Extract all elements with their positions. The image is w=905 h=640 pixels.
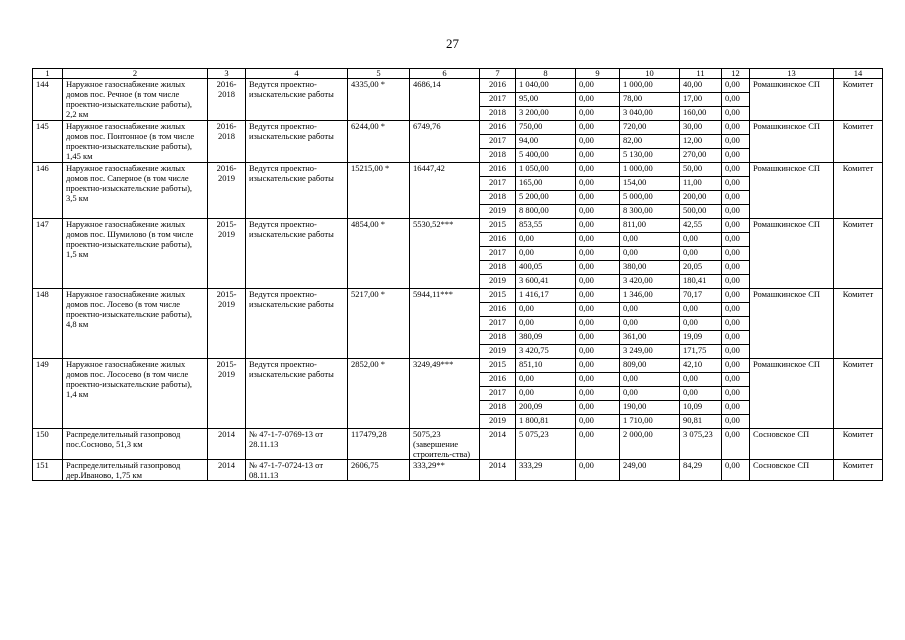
financing-total: 380,09 bbox=[516, 331, 576, 345]
financing-total: 5 075,23 bbox=[516, 429, 576, 460]
financing-col-11: 500,00 bbox=[680, 205, 722, 219]
financing-col-12: 0,00 bbox=[722, 149, 750, 163]
financing-col-11: 180,41 bbox=[680, 275, 722, 289]
financing-total: 1 040,00 bbox=[516, 79, 576, 93]
settlement-name: Ромашкинское СП bbox=[750, 163, 834, 219]
header-row bbox=[33, 69, 883, 79]
financing-col-9: 0,00 bbox=[576, 191, 620, 205]
current-cost: 3249,49*** bbox=[410, 359, 480, 429]
financing-total: 400,05 bbox=[516, 261, 576, 275]
financing-col-11: 0,00 bbox=[680, 233, 722, 247]
financing-col-10: 1 000,00 bbox=[620, 163, 680, 177]
row-number: 146 bbox=[33, 163, 63, 219]
financing-total: 0,00 bbox=[516, 387, 576, 401]
financing-col-11: 200,00 bbox=[680, 191, 722, 205]
financing-total: 0,00 bbox=[516, 303, 576, 317]
financing-total: 851,10 bbox=[516, 359, 576, 373]
column-header: 7 bbox=[480, 69, 516, 79]
financing-total: 8 800,00 bbox=[516, 205, 576, 219]
estimated-cost: 2852,00 * bbox=[348, 359, 410, 429]
table-row bbox=[33, 219, 883, 233]
project-status: № 47-1-7-0769-13 от 28.11.13 bbox=[246, 429, 348, 460]
object-name: Наружное газоснабжение жилых домов пос. Саперное (в том числе проектно-изыскательские работы), 3,5 км bbox=[63, 163, 208, 219]
financing-col-12: 0,00 bbox=[722, 191, 750, 205]
financing-col-11: 3 075,23 bbox=[680, 429, 722, 460]
object-name: Наружное газоснабжение жилых домов пос. Понтонное (в том числе проектно-изыскательские работы), 1,45 км bbox=[63, 121, 208, 163]
financing-year: 2018 bbox=[480, 331, 516, 345]
financing-total: 0,00 bbox=[516, 373, 576, 387]
financing-year: 2019 bbox=[480, 415, 516, 429]
row-number: 145 bbox=[33, 121, 63, 163]
construction-period: 2016-2018 bbox=[208, 121, 246, 163]
financing-col-10: 380,00 bbox=[620, 261, 680, 275]
financing-col-11: 17,00 bbox=[680, 93, 722, 107]
column-header: 5 bbox=[348, 69, 410, 79]
financing-col-12: 0,00 bbox=[722, 177, 750, 191]
financing-col-9: 0,00 bbox=[576, 233, 620, 247]
current-cost: 333,29** bbox=[410, 460, 480, 481]
financing-total: 750,00 bbox=[516, 121, 576, 135]
financing-col-9: 0,00 bbox=[576, 163, 620, 177]
financing-col-11: 42,55 bbox=[680, 219, 722, 233]
financing-col-11: 19,09 bbox=[680, 331, 722, 345]
financing-col-9: 0,00 bbox=[576, 401, 620, 415]
financing-col-10: 1 000,00 bbox=[620, 79, 680, 93]
row-number: 144 bbox=[33, 79, 63, 121]
estimated-cost: 117479,28 bbox=[348, 429, 410, 460]
construction-period: 2015-2019 bbox=[208, 359, 246, 429]
construction-period: 2015-2019 bbox=[208, 289, 246, 359]
financing-year: 2017 bbox=[480, 93, 516, 107]
financing-year: 2016 bbox=[480, 163, 516, 177]
construction-period: 2014 bbox=[208, 460, 246, 481]
financing-col-9: 0,00 bbox=[576, 415, 620, 429]
financing-col-12: 0,00 bbox=[722, 460, 750, 481]
financing-col-12: 0,00 bbox=[722, 289, 750, 303]
settlement-name: Сосновское СП bbox=[750, 429, 834, 460]
financing-col-11: 70,17 bbox=[680, 289, 722, 303]
row-number: 149 bbox=[33, 359, 63, 429]
financing-col-12: 0,00 bbox=[722, 219, 750, 233]
financing-year: 2016 bbox=[480, 233, 516, 247]
project-status: Ведутся проектно-изыскательские работы bbox=[246, 359, 348, 429]
financing-col-11: 270,00 bbox=[680, 149, 722, 163]
financing-year: 2015 bbox=[480, 289, 516, 303]
estimated-cost: 4335,00 * bbox=[348, 79, 410, 121]
financing-total: 165,00 bbox=[516, 177, 576, 191]
financing-col-9: 0,00 bbox=[576, 460, 620, 481]
financing-col-12: 0,00 bbox=[722, 79, 750, 93]
financing-col-10: 78,00 bbox=[620, 93, 680, 107]
financing-year: 2018 bbox=[480, 107, 516, 121]
financing-col-12: 0,00 bbox=[722, 345, 750, 359]
financing-year: 2017 bbox=[480, 247, 516, 261]
financing-col-10: 3 420,00 bbox=[620, 275, 680, 289]
page-number: 27 bbox=[446, 36, 459, 51]
financing-col-10: 0,00 bbox=[620, 247, 680, 261]
financing-total: 95,00 bbox=[516, 93, 576, 107]
financing-col-12: 0,00 bbox=[722, 261, 750, 275]
financing-col-10: 811,00 bbox=[620, 219, 680, 233]
financing-total: 3 200,00 bbox=[516, 107, 576, 121]
financing-col-11: 30,00 bbox=[680, 121, 722, 135]
financing-col-12: 0,00 bbox=[722, 303, 750, 317]
executor-name: Комитет bbox=[834, 429, 883, 460]
settlement-name: Ромашкинское СП bbox=[750, 121, 834, 163]
object-name: Наружное газоснабжение жилых домов пос. Шумилово (в том числе проектно-изыскательские работы), 1,5 км bbox=[63, 219, 208, 289]
financing-year: 2014 bbox=[480, 460, 516, 481]
financing-col-10: 5 000,00 bbox=[620, 191, 680, 205]
current-cost: 5530,52*** bbox=[410, 219, 480, 289]
financing-year: 2018 bbox=[480, 401, 516, 415]
construction-period: 2015-2019 bbox=[208, 219, 246, 289]
financing-col-10: 0,00 bbox=[620, 373, 680, 387]
executor-name: Комитет bbox=[834, 121, 883, 163]
financing-total: 1 800,81 bbox=[516, 415, 576, 429]
financing-col-9: 0,00 bbox=[576, 247, 620, 261]
estimated-cost: 2606,75 bbox=[348, 460, 410, 481]
financing-year: 2015 bbox=[480, 359, 516, 373]
estimated-cost: 4854,00 * bbox=[348, 219, 410, 289]
financing-col-10: 0,00 bbox=[620, 387, 680, 401]
financing-total: 853,55 bbox=[516, 219, 576, 233]
table-row bbox=[33, 121, 883, 135]
financing-total: 3 420,75 bbox=[516, 345, 576, 359]
financing-col-12: 0,00 bbox=[722, 135, 750, 149]
column-header: 8 bbox=[516, 69, 576, 79]
current-cost: 5944,11*** bbox=[410, 289, 480, 359]
table-row bbox=[33, 359, 883, 373]
table-row bbox=[33, 289, 883, 303]
financing-col-12: 0,00 bbox=[722, 387, 750, 401]
project-status: Ведутся проектно-изыскательские работы bbox=[246, 121, 348, 163]
current-cost: 4686,14 bbox=[410, 79, 480, 121]
object-name: Распределительный газопровод дер.Иваново, 1,75 км bbox=[63, 460, 208, 481]
financing-year: 2017 bbox=[480, 387, 516, 401]
financing-col-12: 0,00 bbox=[722, 429, 750, 460]
column-header: 12 bbox=[722, 69, 750, 79]
financing-col-12: 0,00 bbox=[722, 317, 750, 331]
project-status: Ведутся проектно-изыскательские работы bbox=[246, 163, 348, 219]
estimated-cost: 15215,00 * bbox=[348, 163, 410, 219]
financing-col-11: 0,00 bbox=[680, 317, 722, 331]
financing-year: 2016 bbox=[480, 79, 516, 93]
settlement-name: Ромашкинское СП bbox=[750, 289, 834, 359]
financing-year: 2018 bbox=[480, 149, 516, 163]
column-header: 3 bbox=[208, 69, 246, 79]
financing-col-11: 0,00 bbox=[680, 387, 722, 401]
current-cost: 5075,23 (завершение строитель-ства) bbox=[410, 429, 480, 460]
financing-col-10: 809,00 bbox=[620, 359, 680, 373]
object-name: Наружное газоснабжение жилых домов пос. Речное (в том числе проектно-изыскательские работы), 2,2 км bbox=[63, 79, 208, 121]
financing-total: 0,00 bbox=[516, 233, 576, 247]
table-row bbox=[33, 79, 883, 93]
financing-col-9: 0,00 bbox=[576, 275, 620, 289]
financing-year: 2019 bbox=[480, 275, 516, 289]
financing-col-10: 3 249,00 bbox=[620, 345, 680, 359]
financing-col-9: 0,00 bbox=[576, 135, 620, 149]
financing-col-9: 0,00 bbox=[576, 121, 620, 135]
financing-year: 2014 bbox=[480, 429, 516, 460]
financing-col-10: 82,00 bbox=[620, 135, 680, 149]
financing-col-12: 0,00 bbox=[722, 205, 750, 219]
project-status: № 47-1-7-0724-13 от 08.11.13 bbox=[246, 460, 348, 481]
financing-col-9: 0,00 bbox=[576, 373, 620, 387]
financing-col-12: 0,00 bbox=[722, 359, 750, 373]
financing-col-10: 249,00 bbox=[620, 460, 680, 481]
financing-col-10: 720,00 bbox=[620, 121, 680, 135]
financing-col-9: 0,00 bbox=[576, 387, 620, 401]
financing-col-12: 0,00 bbox=[722, 121, 750, 135]
construction-period: 2016-2019 bbox=[208, 163, 246, 219]
financing-col-10: 1 346,00 bbox=[620, 289, 680, 303]
financing-year: 2019 bbox=[480, 205, 516, 219]
financing-col-9: 0,00 bbox=[576, 331, 620, 345]
financing-col-11: 20,05 bbox=[680, 261, 722, 275]
row-number: 147 bbox=[33, 219, 63, 289]
object-name: Наружное газоснабжение жилых домов пос. Лосево (в том числе проектно-изыскательские работы), 4,8 км bbox=[63, 289, 208, 359]
financing-col-9: 0,00 bbox=[576, 303, 620, 317]
settlement-name: Ромашкинское СП bbox=[750, 79, 834, 121]
financing-year: 2016 bbox=[480, 303, 516, 317]
financing-col-10: 190,00 bbox=[620, 401, 680, 415]
financing-col-9: 0,00 bbox=[576, 429, 620, 460]
row-number: 148 bbox=[33, 289, 63, 359]
financing-col-10: 2 000,00 bbox=[620, 429, 680, 460]
financing-total: 0,00 bbox=[516, 247, 576, 261]
column-header: 6 bbox=[410, 69, 480, 79]
financing-year: 2018 bbox=[480, 191, 516, 205]
financing-col-11: 42,10 bbox=[680, 359, 722, 373]
financing-col-11: 90,81 bbox=[680, 415, 722, 429]
row-number: 150 bbox=[33, 429, 63, 460]
column-header: 11 bbox=[680, 69, 722, 79]
construction-period: 2016-2018 bbox=[208, 79, 246, 121]
estimated-cost: 5217,00 * bbox=[348, 289, 410, 359]
financing-col-9: 0,00 bbox=[576, 359, 620, 373]
financing-total: 5 400,00 bbox=[516, 149, 576, 163]
column-header: 13 bbox=[750, 69, 834, 79]
financing-year: 2016 bbox=[480, 121, 516, 135]
financing-col-12: 0,00 bbox=[722, 247, 750, 261]
financing-col-10: 0,00 bbox=[620, 317, 680, 331]
financing-col-11: 50,00 bbox=[680, 163, 722, 177]
financing-col-9: 0,00 bbox=[576, 107, 620, 121]
financing-col-12: 0,00 bbox=[722, 107, 750, 121]
financing-col-9: 0,00 bbox=[576, 149, 620, 163]
financing-col-9: 0,00 bbox=[576, 79, 620, 93]
current-cost: 6749,76 bbox=[410, 121, 480, 163]
column-header: 4 bbox=[246, 69, 348, 79]
settlement-name: Ромашкинское СП bbox=[750, 219, 834, 289]
project-status: Ведутся проектно-изыскательские работы bbox=[246, 79, 348, 121]
financing-col-11: 10,09 bbox=[680, 401, 722, 415]
financing-col-9: 0,00 bbox=[576, 219, 620, 233]
table-header bbox=[33, 69, 883, 79]
settlement-name: Ромашкинское СП bbox=[750, 359, 834, 429]
construction-period: 2014 bbox=[208, 429, 246, 460]
executor-name: Комитет bbox=[834, 79, 883, 121]
financing-col-12: 0,00 bbox=[722, 373, 750, 387]
financing-total: 0,00 bbox=[516, 317, 576, 331]
financing-col-10: 154,00 bbox=[620, 177, 680, 191]
financing-col-10: 361,00 bbox=[620, 331, 680, 345]
financing-col-9: 0,00 bbox=[576, 289, 620, 303]
financing-col-9: 0,00 bbox=[576, 177, 620, 191]
financing-col-10: 0,00 bbox=[620, 303, 680, 317]
financing-total: 1 416,17 bbox=[516, 289, 576, 303]
financing-total: 1 050,00 bbox=[516, 163, 576, 177]
financing-col-11: 160,00 bbox=[680, 107, 722, 121]
financing-col-12: 0,00 bbox=[722, 331, 750, 345]
financing-col-10: 8 300,00 bbox=[620, 205, 680, 219]
financing-col-12: 0,00 bbox=[722, 233, 750, 247]
financing-col-12: 0,00 bbox=[722, 415, 750, 429]
column-header: 9 bbox=[576, 69, 620, 79]
financing-col-11: 84,29 bbox=[680, 460, 722, 481]
financing-year: 2017 bbox=[480, 135, 516, 149]
table-row bbox=[33, 460, 883, 481]
financing-col-11: 12,00 bbox=[680, 135, 722, 149]
financing-col-12: 0,00 bbox=[722, 275, 750, 289]
financing-col-10: 5 130,00 bbox=[620, 149, 680, 163]
estimated-cost: 6244,00 * bbox=[348, 121, 410, 163]
executor-name: Комитет bbox=[834, 359, 883, 429]
financing-total: 94,00 bbox=[516, 135, 576, 149]
financing-col-11: 0,00 bbox=[680, 247, 722, 261]
executor-name: Комитет bbox=[834, 163, 883, 219]
financing-total: 200,09 bbox=[516, 401, 576, 415]
column-header: 10 bbox=[620, 69, 680, 79]
financing-year: 2015 bbox=[480, 219, 516, 233]
financing-col-11: 0,00 bbox=[680, 303, 722, 317]
financing-col-12: 0,00 bbox=[722, 401, 750, 415]
executor-name: Комитет bbox=[834, 219, 883, 289]
current-cost: 16447,42 bbox=[410, 163, 480, 219]
financing-col-9: 0,00 bbox=[576, 345, 620, 359]
investment-table bbox=[32, 68, 883, 481]
column-header: 2 bbox=[63, 69, 208, 79]
financing-col-11: 40,00 bbox=[680, 79, 722, 93]
financing-col-12: 0,00 bbox=[722, 163, 750, 177]
financing-col-10: 0,00 bbox=[620, 233, 680, 247]
executor-name: Комитет bbox=[834, 460, 883, 481]
table-row bbox=[33, 429, 883, 460]
executor-name: Комитет bbox=[834, 289, 883, 359]
financing-col-11: 11,00 bbox=[680, 177, 722, 191]
financing-year: 2019 bbox=[480, 345, 516, 359]
financing-total: 5 200,00 bbox=[516, 191, 576, 205]
financing-col-9: 0,00 bbox=[576, 93, 620, 107]
financing-col-12: 0,00 bbox=[722, 93, 750, 107]
project-status: Ведутся проектно-изыскательские работы bbox=[246, 219, 348, 289]
financing-total: 3 600,41 bbox=[516, 275, 576, 289]
financing-year: 2017 bbox=[480, 177, 516, 191]
financing-total: 333,29 bbox=[516, 460, 576, 481]
financing-col-10: 1 710,00 bbox=[620, 415, 680, 429]
settlement-name: Сосновское СП bbox=[750, 460, 834, 481]
row-number: 151 bbox=[33, 460, 63, 481]
financing-col-11: 171,75 bbox=[680, 345, 722, 359]
financing-year: 2017 bbox=[480, 317, 516, 331]
financing-year: 2018 bbox=[480, 261, 516, 275]
financing-year: 2016 bbox=[480, 373, 516, 387]
column-header: 14 bbox=[834, 69, 883, 79]
table-body bbox=[33, 79, 883, 481]
project-status: Ведутся проектно-изыскательские работы bbox=[246, 289, 348, 359]
object-name: Наружное газоснабжение жилых домов пос. Лососево (в том числе проектно-изыскательские работы), 1,4 км bbox=[63, 359, 208, 429]
financing-col-10: 3 040,00 bbox=[620, 107, 680, 121]
financing-col-9: 0,00 bbox=[576, 261, 620, 275]
column-header: 1 bbox=[33, 69, 63, 79]
object-name: Распределительный газопровод пос.Сосново, 51,3 км bbox=[63, 429, 208, 460]
financing-col-9: 0,00 bbox=[576, 317, 620, 331]
table-row bbox=[33, 163, 883, 177]
financing-col-9: 0,00 bbox=[576, 205, 620, 219]
financing-col-11: 0,00 bbox=[680, 373, 722, 387]
